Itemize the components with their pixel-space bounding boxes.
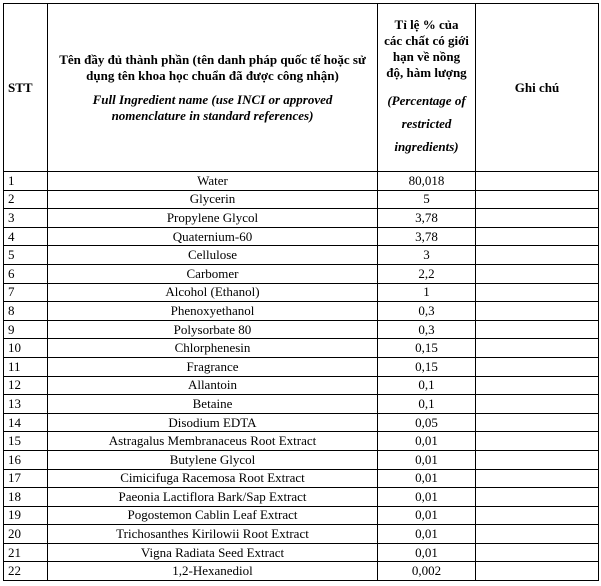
ingredient-name: Paeonia Lactiflora Bark/Sap Extract — [48, 488, 378, 507]
ingredient-name: Polysorbate 80 — [48, 320, 378, 339]
ingredient-name: Disodium EDTA — [48, 413, 378, 432]
header-pct-vn: Tỉ lệ % của các chất có giới hạn về nồng độ, hàm lượng — [384, 17, 469, 80]
percentage-value: 0,002 — [378, 562, 476, 581]
note-cell — [476, 246, 599, 265]
ingredient-name: Quaternium-60 — [48, 227, 378, 246]
ingredient-name: Propylene Glycol — [48, 209, 378, 228]
percentage-value: 0,15 — [378, 339, 476, 358]
table-row — [4, 320, 599, 339]
row-number: 10 — [4, 339, 48, 358]
note-cell — [476, 450, 599, 469]
table-row — [4, 543, 599, 562]
table-row — [4, 488, 599, 507]
percentage-value: 0,01 — [378, 488, 476, 507]
percentage-value: 3,78 — [378, 227, 476, 246]
percentage-value: 3 — [378, 246, 476, 265]
row-number: 19 — [4, 506, 48, 525]
row-number: 7 — [4, 283, 48, 302]
percentage-value: 0,1 — [378, 395, 476, 414]
row-number: 1 — [4, 172, 48, 191]
ingredient-table — [3, 3, 599, 581]
note-cell — [476, 506, 599, 525]
ingredient-name: Fragrance — [48, 357, 378, 376]
note-cell — [476, 209, 599, 228]
table-row — [4, 302, 599, 321]
note-cell — [476, 320, 599, 339]
ingredient-name: Betaine — [48, 395, 378, 414]
ingredient-name: Pogostemon Cablin Leaf Extract — [48, 506, 378, 525]
percentage-value: 80,018 — [378, 172, 476, 191]
table-row — [4, 376, 599, 395]
row-number: 12 — [4, 376, 48, 395]
ingredient-name: Butylene Glycol — [48, 450, 378, 469]
ingredient-name: Alcohol (Ethanol) — [48, 283, 378, 302]
row-number: 22 — [4, 562, 48, 581]
table-row — [4, 395, 599, 414]
header-name-vn: Tên đầy đủ thành phần (tên danh pháp quốc tế hoặc sử dụng tên khoa học chuẩn đã được công nhận) — [59, 51, 366, 83]
table-row — [4, 413, 599, 432]
note-cell — [476, 283, 599, 302]
row-number: 17 — [4, 469, 48, 488]
ingredient-name: Water — [48, 172, 378, 191]
note-cell — [476, 376, 599, 395]
note-cell — [476, 302, 599, 321]
percentage-value: 0,01 — [378, 506, 476, 525]
percentage-value: 0,15 — [378, 357, 476, 376]
table-row — [4, 190, 599, 209]
ingredient-name: Carbomer — [48, 264, 378, 283]
row-number: 2 — [4, 190, 48, 209]
percentage-value: 3,78 — [378, 209, 476, 228]
percentage-value: 0,3 — [378, 302, 476, 321]
header-note: Ghi chú — [476, 4, 599, 172]
row-number: 5 — [4, 246, 48, 265]
row-number: 3 — [4, 209, 48, 228]
note-cell — [476, 525, 599, 544]
table-row — [4, 506, 599, 525]
note-cell — [476, 395, 599, 414]
table-row — [4, 227, 599, 246]
note-cell — [476, 227, 599, 246]
row-number: 15 — [4, 432, 48, 451]
note-cell — [476, 562, 599, 581]
table-row — [4, 283, 599, 302]
row-number: 20 — [4, 525, 48, 544]
row-number: 6 — [4, 264, 48, 283]
note-cell — [476, 172, 599, 191]
row-number: 16 — [4, 450, 48, 469]
row-number: 9 — [4, 320, 48, 339]
header-percentage — [378, 4, 476, 172]
note-cell — [476, 543, 599, 562]
note-cell — [476, 432, 599, 451]
percentage-value: 0,01 — [378, 525, 476, 544]
row-number: 13 — [4, 395, 48, 414]
percentage-value: 0,01 — [378, 543, 476, 562]
percentage-value: 0,3 — [378, 320, 476, 339]
ingredient-name: Chlorphenesin — [48, 339, 378, 358]
percentage-value: 0,05 — [378, 413, 476, 432]
note-cell — [476, 357, 599, 376]
table-row — [4, 450, 599, 469]
header-ingredient-name — [48, 4, 378, 172]
row-number: 11 — [4, 357, 48, 376]
ingredient-name: Cimicifuga Racemosa Root Extract — [48, 469, 378, 488]
table-row — [4, 432, 599, 451]
ingredient-name: Trichosanthes Kirilowii Root Extract — [48, 525, 378, 544]
percentage-value: 0,01 — [378, 450, 476, 469]
percentage-value: 5 — [378, 190, 476, 209]
note-cell — [476, 264, 599, 283]
header-pct-en: (Percentage of restricted ingredients) — [387, 93, 466, 154]
table-row — [4, 525, 599, 544]
note-cell — [476, 469, 599, 488]
table-row — [4, 562, 599, 581]
percentage-value: 0,1 — [378, 376, 476, 395]
ingredient-name: Vigna Radiata Seed Extract — [48, 543, 378, 562]
row-number: 4 — [4, 227, 48, 246]
note-cell — [476, 339, 599, 358]
ingredient-name: 1,2-Hexanediol — [48, 562, 378, 581]
percentage-value: 1 — [378, 283, 476, 302]
ingredient-name: Cellulose — [48, 246, 378, 265]
note-cell — [476, 413, 599, 432]
table-row — [4, 209, 599, 228]
row-number: 21 — [4, 543, 48, 562]
table-row — [4, 357, 599, 376]
note-cell — [476, 190, 599, 209]
table-row — [4, 172, 599, 191]
table-row — [4, 246, 599, 265]
table-row — [4, 264, 599, 283]
table-row — [4, 339, 599, 358]
row-number: 8 — [4, 302, 48, 321]
header-name-en: Full Ingredient name (use INCI or approved nomenclature in standard references) — [92, 91, 333, 123]
ingredient-name: Allantoin — [48, 376, 378, 395]
table-row — [4, 469, 599, 488]
note-cell — [476, 488, 599, 507]
header-row — [4, 4, 599, 172]
ingredient-name: Astragalus Membranaceus Root Extract — [48, 432, 378, 451]
row-number: 18 — [4, 488, 48, 507]
ingredient-name: Phenoxyethanol — [48, 302, 378, 321]
percentage-value: 0,01 — [378, 469, 476, 488]
ingredient-name: Glycerin — [48, 190, 378, 209]
row-number: 14 — [4, 413, 48, 432]
percentage-value: 2,2 — [378, 264, 476, 283]
percentage-value: 0,01 — [378, 432, 476, 451]
header-stt: STT — [4, 4, 48, 172]
